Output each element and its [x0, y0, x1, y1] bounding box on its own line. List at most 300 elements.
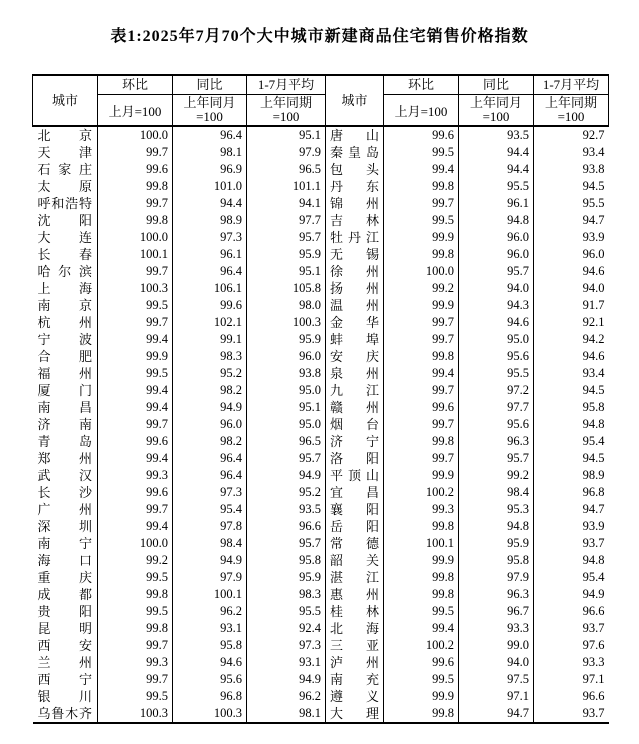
value-cell: 99.8: [384, 569, 459, 586]
value-cell: 95.7: [247, 229, 326, 246]
value-cell: 95.4: [534, 433, 609, 450]
value-cell: 92.4: [247, 620, 326, 637]
value-cell: 94.9: [173, 399, 247, 416]
value-cell: 96.8: [534, 484, 609, 501]
value-cell: 98.9: [534, 467, 609, 484]
city-cell: [326, 688, 384, 705]
value-cell: 99.8: [384, 348, 459, 365]
value-cell: 95.4: [173, 501, 247, 518]
table-row: [33, 212, 609, 229]
value-cell: 94.7: [534, 501, 609, 518]
value-cell: 94.4: [173, 195, 247, 212]
value-cell: 95.9: [247, 331, 326, 348]
value-cell: 95.8: [534, 399, 609, 416]
city-cell: [326, 126, 384, 144]
value-cell: 94.4: [459, 144, 534, 161]
value-cell: 96.3: [459, 433, 534, 450]
value-cell: 99.1: [173, 331, 247, 348]
table-row: [33, 518, 609, 535]
value-cell: 99.5: [98, 688, 173, 705]
header-line: =100: [272, 109, 300, 124]
table-row: [33, 280, 609, 297]
value-cell: 99.5: [98, 297, 173, 314]
value-cell: 99.7: [98, 263, 173, 280]
value-cell: 94.8: [459, 518, 534, 535]
value-cell: 93.7: [534, 620, 609, 637]
value-cell: 94.2: [534, 331, 609, 348]
table-row: [33, 552, 609, 569]
value-cell: 96.6: [534, 603, 609, 620]
value-cell: 100.3: [247, 314, 326, 331]
value-cell: 95.5: [459, 365, 534, 382]
value-cell: 95.7: [459, 263, 534, 280]
city-name: 乌 鲁 木 齐: [37, 706, 92, 721]
value-cell: 96.4: [173, 263, 247, 280]
value-cell: 96.2: [247, 688, 326, 705]
city-cell: [33, 280, 98, 297]
value-cell: 99.8: [384, 705, 459, 723]
table-body: [33, 126, 609, 723]
value-cell: 93.8: [247, 365, 326, 382]
value-cell: 106.1: [173, 280, 247, 297]
city-name: 韶 关: [330, 553, 379, 568]
city-cell: [33, 688, 98, 705]
value-cell: 99.8: [384, 518, 459, 535]
value-cell: 95.4: [534, 569, 609, 586]
city-name: 银 川: [37, 689, 92, 704]
header-avg-base-left: [247, 95, 326, 127]
city-cell: [326, 161, 384, 178]
header-city-right: 城市: [326, 75, 384, 126]
city-cell: [33, 654, 98, 671]
value-cell: 97.9: [247, 144, 326, 161]
city-cell: [33, 263, 98, 280]
value-cell: 101.1: [247, 178, 326, 195]
city-cell: [33, 331, 98, 348]
city-name: 郑 州: [37, 451, 92, 466]
city-cell: [326, 297, 384, 314]
value-cell: 96.4: [173, 126, 247, 144]
value-cell: 95.8: [247, 552, 326, 569]
value-cell: 94.5: [534, 382, 609, 399]
value-cell: 95.0: [459, 331, 534, 348]
value-cell: 94.8: [534, 416, 609, 433]
value-cell: 94.6: [459, 314, 534, 331]
value-cell: 97.3: [247, 637, 326, 654]
value-cell: 99.5: [384, 212, 459, 229]
table-row: [33, 348, 609, 365]
value-cell: 99.4: [384, 161, 459, 178]
value-cell: 99.4: [98, 331, 173, 348]
value-cell: 99.5: [98, 365, 173, 382]
city-cell: [33, 416, 98, 433]
value-cell: 94.0: [459, 654, 534, 671]
header-mom-base-right: 上月=100: [384, 95, 459, 127]
city-cell: [326, 382, 384, 399]
value-cell: 96.0: [534, 246, 609, 263]
table-row: [33, 620, 609, 637]
value-cell: 96.4: [173, 467, 247, 484]
value-cell: 93.4: [534, 365, 609, 382]
value-cell: 99.6: [173, 297, 247, 314]
city-cell: [33, 314, 98, 331]
value-cell: 95.1: [247, 126, 326, 144]
city-cell: [33, 586, 98, 603]
city-name: 温 州: [330, 298, 379, 313]
value-cell: 98.3: [173, 348, 247, 365]
city-name: 宜 昌: [330, 485, 379, 500]
value-cell: 99.4: [98, 450, 173, 467]
table-header: [33, 75, 609, 126]
value-cell: 94.6: [173, 654, 247, 671]
value-cell: 99.8: [384, 178, 459, 195]
value-cell: 97.3: [173, 484, 247, 501]
value-cell: 95.5: [247, 603, 326, 620]
city-name: 合 肥: [37, 349, 92, 364]
value-cell: 94.9: [534, 586, 609, 603]
value-cell: 99.5: [384, 603, 459, 620]
city-name: 牡 丹 江: [330, 230, 379, 245]
city-name: 吉 林: [330, 213, 379, 228]
city-name: 广 州: [37, 502, 92, 517]
value-cell: 99.8: [384, 586, 459, 603]
header-mom-left: 环比: [98, 75, 173, 95]
city-cell: [33, 467, 98, 484]
table-row: [33, 195, 609, 212]
table-row: [33, 450, 609, 467]
city-cell: [326, 144, 384, 161]
value-cell: 93.7: [534, 535, 609, 552]
header-line: 上年同月: [469, 95, 522, 110]
city-name: 泸 州: [330, 655, 379, 670]
header-yoy-base-right: [459, 95, 534, 127]
value-cell: 99.7: [98, 637, 173, 654]
value-cell: 94.8: [459, 212, 534, 229]
city-name: 武 汉: [37, 468, 92, 483]
value-cell: 93.3: [459, 620, 534, 637]
value-cell: 97.3: [173, 229, 247, 246]
city-name: 石 家 庄: [37, 162, 92, 177]
city-name: 重 庆: [37, 570, 92, 585]
city-name: 大 连: [37, 230, 92, 245]
value-cell: 97.9: [459, 569, 534, 586]
city-name: 九 江: [330, 383, 379, 398]
table-row: [33, 433, 609, 450]
value-cell: 99.7: [384, 382, 459, 399]
city-cell: [326, 535, 384, 552]
city-cell: [326, 331, 384, 348]
city-name: 扬 州: [330, 281, 379, 296]
header-avg-right: 1-7月平均: [534, 75, 609, 95]
value-cell: 99.7: [98, 671, 173, 688]
header-yoy-left: 同比: [173, 75, 247, 95]
city-name: 三 亚: [330, 638, 379, 653]
value-cell: 100.2: [384, 637, 459, 654]
value-cell: 95.2: [173, 365, 247, 382]
table-row: [33, 161, 609, 178]
header-avg-base-right: [534, 95, 609, 127]
value-cell: 96.0: [459, 246, 534, 263]
city-name: 宁 波: [37, 332, 92, 347]
city-cell: [326, 552, 384, 569]
value-cell: 93.1: [247, 654, 326, 671]
value-cell: 92.1: [534, 314, 609, 331]
value-cell: 94.9: [247, 467, 326, 484]
value-cell: 95.0: [247, 382, 326, 399]
table-row: [33, 382, 609, 399]
city-name: 成 都: [37, 587, 92, 602]
value-cell: 95.3: [459, 501, 534, 518]
city-cell: [326, 705, 384, 723]
value-cell: 99.7: [98, 416, 173, 433]
value-cell: 99.3: [98, 654, 173, 671]
value-cell: 94.5: [534, 450, 609, 467]
value-cell: 100.0: [384, 263, 459, 280]
city-name: 昆 明: [37, 621, 92, 636]
table-row: [33, 688, 609, 705]
value-cell: 99.4: [384, 365, 459, 382]
value-cell: 93.7: [534, 705, 609, 723]
city-name: 上 海: [37, 281, 92, 296]
value-cell: 99.7: [384, 314, 459, 331]
table-row: [33, 297, 609, 314]
city-name: 秦 皇 岛: [330, 145, 379, 160]
table-row: [33, 263, 609, 280]
city-cell: [326, 518, 384, 535]
value-cell: 99.8: [98, 178, 173, 195]
city-cell: [326, 586, 384, 603]
value-cell: 99.9: [384, 467, 459, 484]
value-cell: 102.1: [173, 314, 247, 331]
value-cell: 99.7: [384, 416, 459, 433]
city-name: 西 安: [37, 638, 92, 653]
value-cell: 96.7: [459, 603, 534, 620]
value-cell: 96.6: [247, 518, 326, 535]
value-cell: 99.8: [98, 586, 173, 603]
value-cell: 95.8: [173, 637, 247, 654]
city-name: 丹 东: [330, 179, 379, 194]
value-cell: 94.7: [534, 212, 609, 229]
value-cell: 99.7: [98, 501, 173, 518]
city-cell: [33, 569, 98, 586]
value-cell: 96.2: [173, 603, 247, 620]
city-cell: [326, 620, 384, 637]
city-cell: [33, 535, 98, 552]
table-row: [33, 126, 609, 144]
value-cell: 93.8: [534, 161, 609, 178]
city-name: 福 州: [37, 366, 92, 381]
table-row: [33, 603, 609, 620]
value-cell: 100.1: [384, 535, 459, 552]
city-cell: [33, 178, 98, 195]
value-cell: 95.7: [247, 535, 326, 552]
value-cell: 99.0: [459, 637, 534, 654]
city-cell: [33, 161, 98, 178]
city-cell: [326, 246, 384, 263]
value-cell: 96.5: [247, 161, 326, 178]
value-cell: 94.0: [459, 280, 534, 297]
value-cell: 98.2: [173, 382, 247, 399]
value-cell: 94.6: [534, 348, 609, 365]
value-cell: 98.1: [173, 144, 247, 161]
header-yoy-right: 同比: [459, 75, 534, 95]
value-cell: 95.9: [459, 535, 534, 552]
city-cell: [33, 450, 98, 467]
city-cell: [33, 126, 98, 144]
city-name: 无 锡: [330, 247, 379, 262]
value-cell: 98.0: [247, 297, 326, 314]
city-cell: [326, 501, 384, 518]
city-name: 蚌 埠: [330, 332, 379, 347]
table-row: [33, 416, 609, 433]
value-cell: 95.0: [247, 416, 326, 433]
value-cell: 99.9: [98, 348, 173, 365]
value-cell: 100.0: [98, 535, 173, 552]
header-mom-right: 环比: [384, 75, 459, 95]
value-cell: 92.7: [534, 126, 609, 144]
value-cell: 99.3: [384, 501, 459, 518]
city-name: 大 理: [330, 706, 379, 721]
value-cell: 94.0: [534, 280, 609, 297]
value-cell: 99.4: [98, 399, 173, 416]
value-cell: 94.6: [534, 263, 609, 280]
table-row: [33, 569, 609, 586]
value-cell: 96.0: [459, 229, 534, 246]
table-row: [33, 365, 609, 382]
value-cell: 99.5: [98, 569, 173, 586]
city-name: 徐 州: [330, 264, 379, 279]
table-row: [33, 705, 609, 723]
city-name: 贵 阳: [37, 604, 92, 619]
header-line: =100: [482, 109, 510, 124]
header-line: =100: [196, 109, 223, 124]
city-cell: [326, 365, 384, 382]
city-name: 南 京: [37, 298, 92, 313]
value-cell: 96.5: [247, 433, 326, 450]
value-cell: 99.7: [98, 314, 173, 331]
table-row: [33, 484, 609, 501]
city-cell: [33, 637, 98, 654]
value-cell: 97.1: [534, 671, 609, 688]
header-line: =100: [557, 109, 585, 124]
value-cell: 96.4: [173, 450, 247, 467]
value-cell: 95.7: [247, 450, 326, 467]
header-line: 上年同月: [183, 95, 236, 110]
value-cell: 99.4: [98, 518, 173, 535]
value-cell: 98.3: [247, 586, 326, 603]
city-cell: [326, 654, 384, 671]
city-cell: [326, 569, 384, 586]
value-cell: 95.5: [459, 178, 534, 195]
city-name: 泉 州: [330, 366, 379, 381]
table-row: [33, 229, 609, 246]
value-cell: 100.0: [98, 126, 173, 144]
value-cell: 99.9: [384, 688, 459, 705]
value-cell: 96.6: [534, 688, 609, 705]
city-name: 兰 州: [37, 655, 92, 670]
value-cell: 97.6: [534, 637, 609, 654]
value-cell: 100.0: [98, 229, 173, 246]
value-cell: 95.6: [173, 671, 247, 688]
value-cell: 97.2: [459, 382, 534, 399]
value-cell: 96.9: [173, 161, 247, 178]
city-cell: [33, 348, 98, 365]
value-cell: 95.1: [247, 399, 326, 416]
city-cell: [33, 229, 98, 246]
value-cell: 93.9: [534, 518, 609, 535]
city-cell: [33, 484, 98, 501]
city-name: 安 庆: [330, 349, 379, 364]
value-cell: 94.1: [247, 195, 326, 212]
table-row: [33, 535, 609, 552]
value-cell: 99.4: [98, 382, 173, 399]
value-cell: 99.2: [459, 467, 534, 484]
city-cell: [326, 433, 384, 450]
value-cell: 98.9: [173, 212, 247, 229]
table-row: [33, 331, 609, 348]
city-cell: [33, 382, 98, 399]
value-cell: 95.6: [459, 348, 534, 365]
city-cell: [326, 178, 384, 195]
header-avg-left: 1-7月平均: [247, 75, 326, 95]
value-cell: 98.2: [173, 433, 247, 450]
city-name: 包 头: [330, 162, 379, 177]
city-cell: [33, 518, 98, 535]
header-city-left: 城市: [33, 75, 98, 126]
table-row: [33, 246, 609, 263]
city-cell: [33, 433, 98, 450]
city-name: 常 德: [330, 536, 379, 551]
city-cell: [33, 399, 98, 416]
city-cell: [326, 348, 384, 365]
table-row: [33, 399, 609, 416]
value-cell: 94.9: [247, 671, 326, 688]
value-cell: 94.4: [459, 161, 534, 178]
value-cell: 98.4: [173, 535, 247, 552]
value-cell: 99.5: [384, 144, 459, 161]
city-name: 南 昌: [37, 400, 92, 415]
value-cell: 91.7: [534, 297, 609, 314]
value-cell: 105.8: [247, 280, 326, 297]
value-cell: 99.8: [98, 620, 173, 637]
city-cell: [326, 280, 384, 297]
value-cell: 99.9: [384, 552, 459, 569]
value-cell: 99.8: [98, 212, 173, 229]
city-cell: [33, 144, 98, 161]
city-cell: [33, 195, 98, 212]
city-name: 襄 阳: [330, 502, 379, 517]
city-cell: [33, 671, 98, 688]
city-name: 厦 门: [37, 383, 92, 398]
city-name: 锦 州: [330, 196, 379, 211]
price-index-table: [32, 74, 609, 724]
header-row-2: [33, 95, 609, 127]
city-name: 海 口: [37, 553, 92, 568]
city-cell: [326, 637, 384, 654]
table-title: 表1:2025年7月70个大中城市新建商品住宅销售价格指数: [110, 28, 529, 45]
city-name: 济 南: [37, 417, 92, 432]
value-cell: 95.8: [459, 552, 534, 569]
city-name: 洛 阳: [330, 451, 379, 466]
value-cell: 96.0: [173, 416, 247, 433]
value-cell: 99.7: [98, 144, 173, 161]
value-cell: 99.8: [384, 246, 459, 263]
value-cell: 94.5: [534, 178, 609, 195]
header-mom-base-left: 上月=100: [98, 95, 173, 127]
city-name: 唐 山: [330, 128, 379, 143]
value-cell: 98.1: [247, 705, 326, 723]
city-cell: [326, 450, 384, 467]
